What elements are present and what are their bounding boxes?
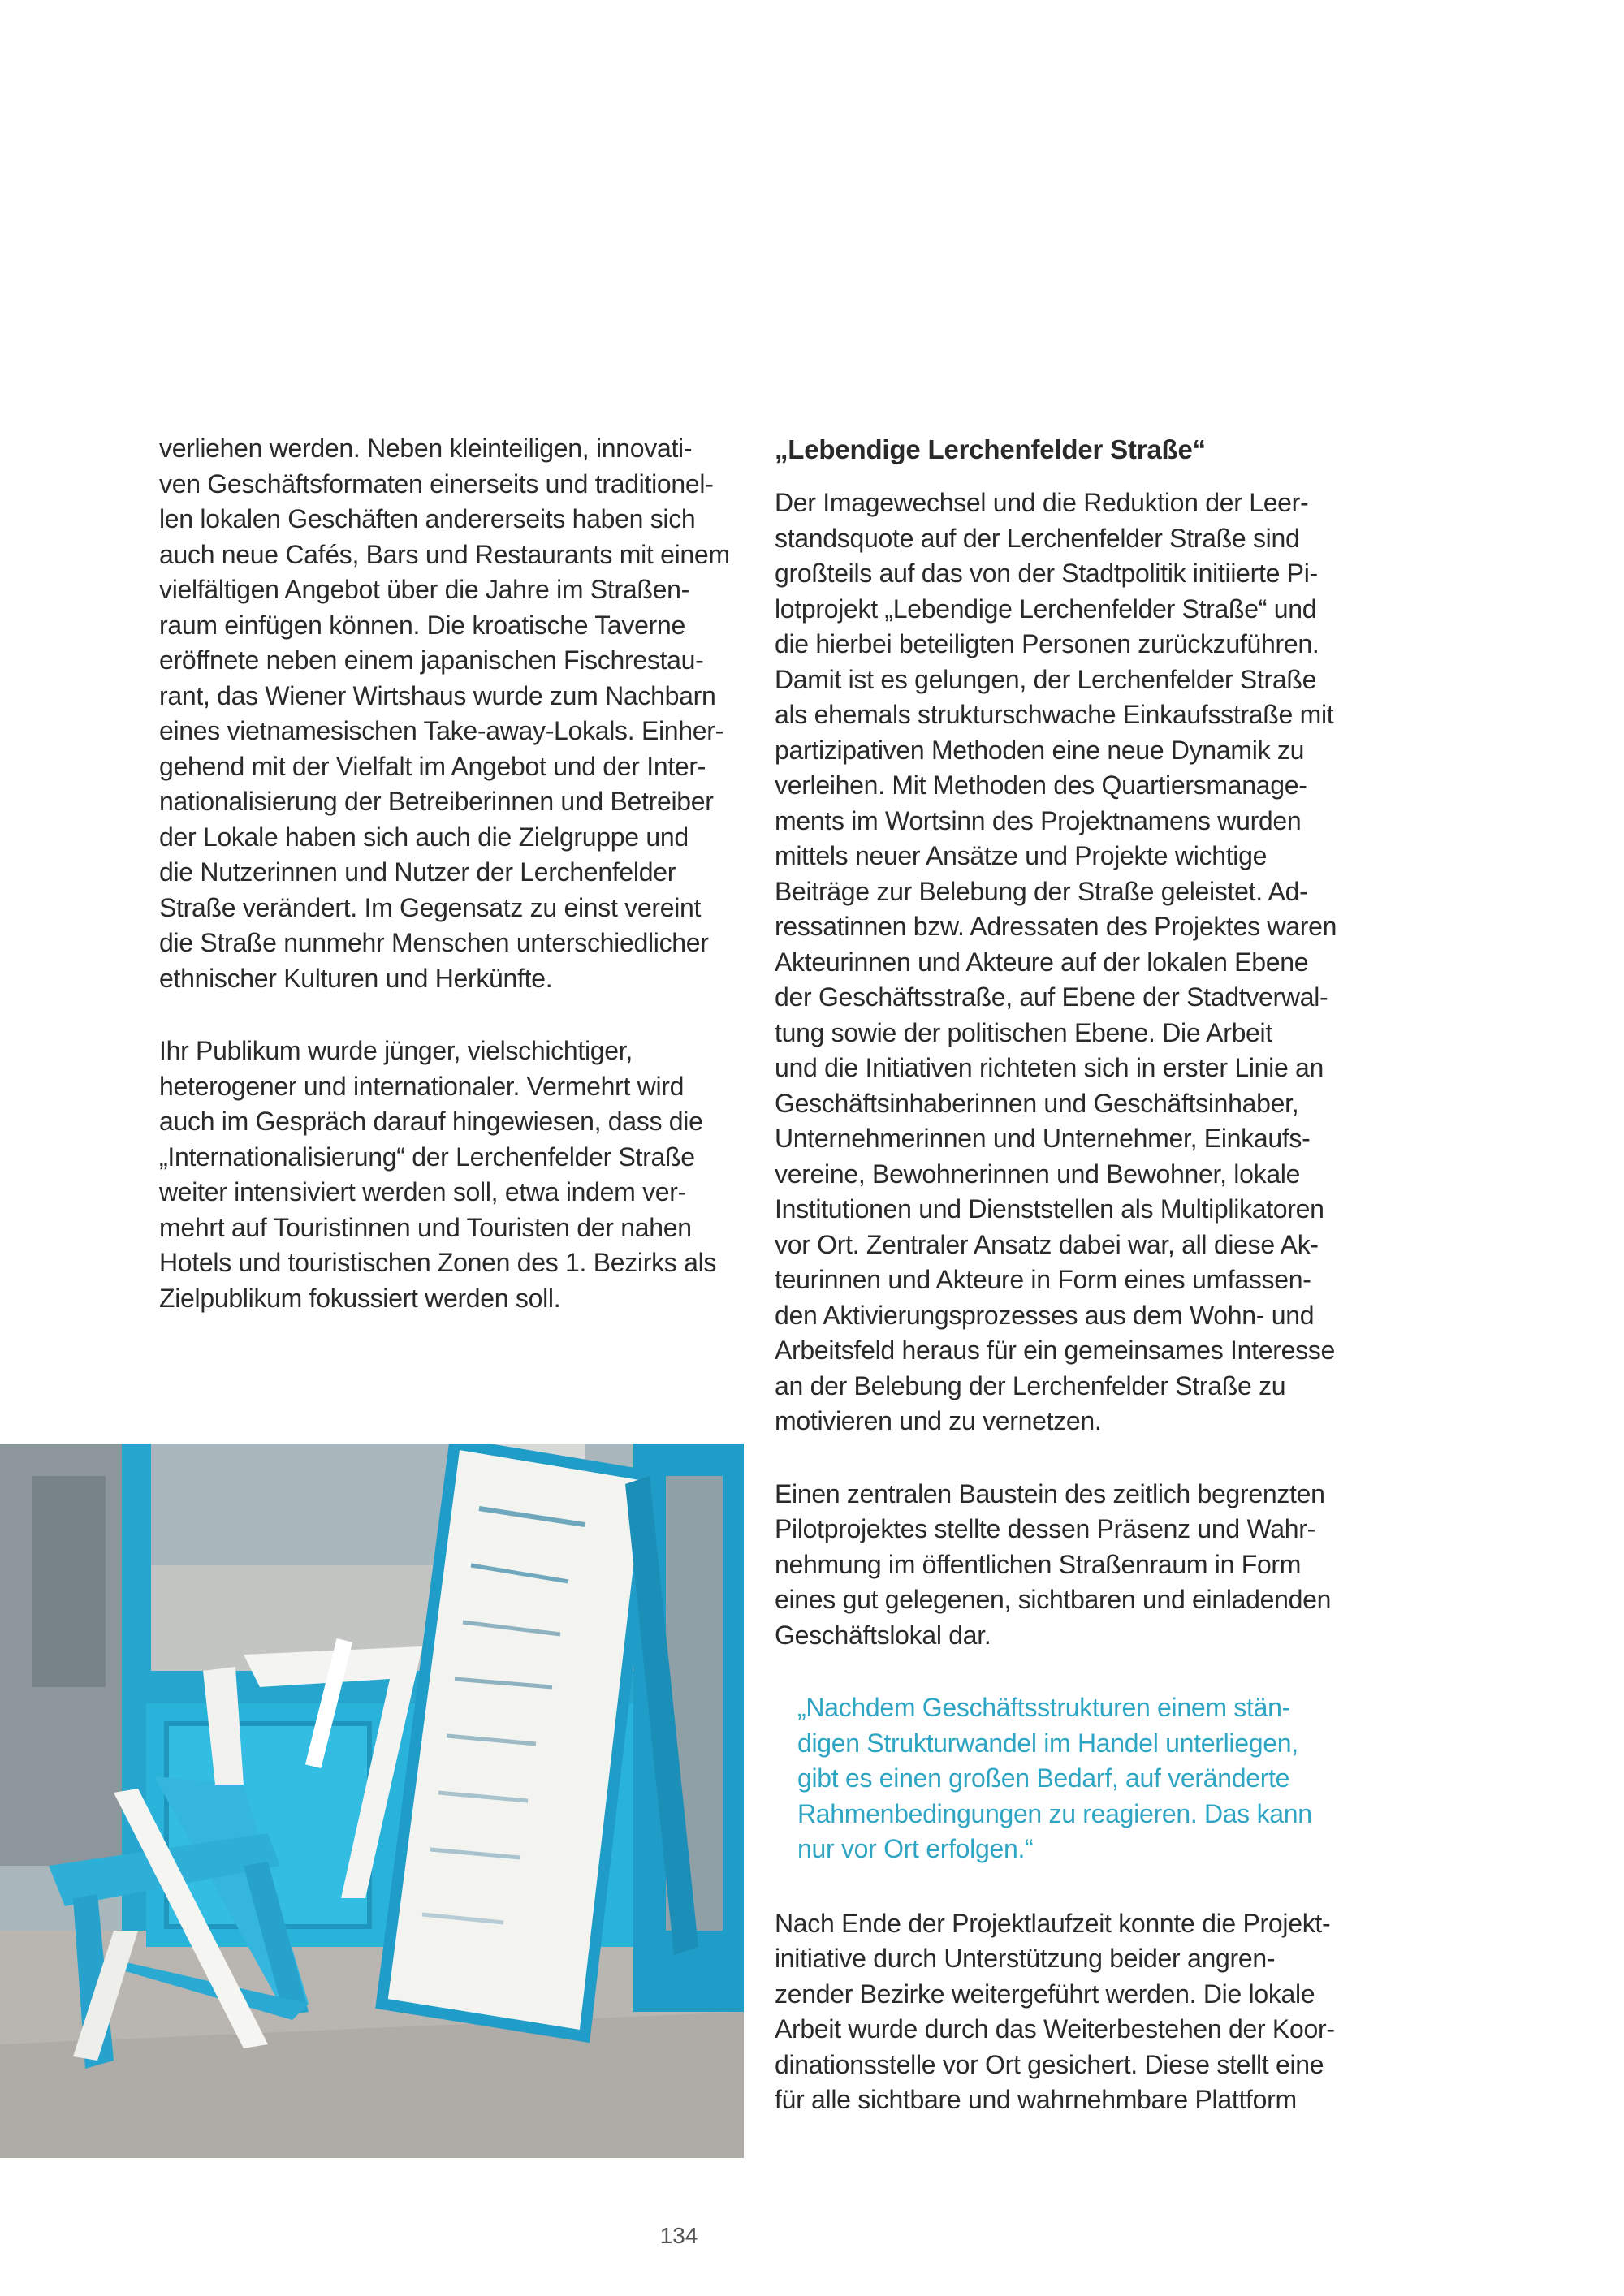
body-paragraph-4: Einen zentralen Baustein des zeitlich begrenzten Pilotprojektes stellte dessen Präsenz und Wahr- nehmung im öffentlichen Straßenraum in Form eines gut gelegenen, sichtbaren und einladenden Geschäftslokal dar.	[775, 1478, 1332, 1650]
body-paragraph-2: Ihr Publikum wurde jünger, vielschichtiger, heterogener und internationaler. Vermehrt wird auch im Gespräch darauf hingewiesen, dass die „Internationalisierung“ der Lerchenfelder Straße weiter intensiviert werden soll, etwa indem ver- mehrt auf Touristinnen und Touristen der nahen Hotels und touristischen Zonen des 1. Bezirks als Zielpublikum fokussiert werden soll.	[159, 1036, 717, 1313]
right-column	[775, 431, 1367, 2156]
storefront-photo	[0, 1444, 744, 2158]
section-heading: „Lebendige Lerchenfelder Straße“	[775, 434, 1206, 464]
page-number: 134	[659, 2223, 698, 2248]
pull-quote: „Nachdem Geschäftsstrukturen einem stän- digen Strukturwandel im Handel unterliegen, gibt es einen großen Bedarf, auf veränderte Rahmenbedingungen zu reagieren. Das kann nur vor Ort erfolgen.“	[797, 1693, 1312, 1863]
left-column	[159, 431, 752, 1353]
body-paragraph-5: Nach Ende der Projektlaufzeit konnte die Projekt- initiative durch Unterstützung beider angren- zender Bezirke weitergeführt werden. Die lokale Arbeit wurde durch das Weiterbestehen der Koor- dinationsstelle vor Ort gesichert. Diese stellt eine für alle sichtbare und wahrnehmbare Plattform	[775, 1908, 1335, 2114]
body-paragraph-1: verliehen werden. Neben kleinteiligen, innovati- ven Geschäftsformaten einerseits und traditionel- len lokalen Geschäften andererseits haben sich auch neue Cafés, Bars und Restaurants mit einem vielfältigen Angebot über die Jahre im Straßen- raum einfügen können. Die kroatische Taverne eröffnete neben einem japanischen Fischrestau- rant, das Wiener Wirtshaus wurde zum Nachbarn eines vietnamesischen Take-away-Lokals. Einher- gehend mit der Vielfalt im Angebot und der Inter- nationalisierung der Betreiberinnen und Betreiber der Lokale haben sich auch die Zielgruppe und die Nutzerinnen und Nutzer der Lerchenfelder Straße verändert. Im Gegensatz zu einst vereint die Straße nunmehr Menschen unterschiedlicher ethnischer Kulturen und Herkünfte.	[159, 434, 730, 993]
body-paragraph-3: Der Imagewechsel und die Reduktion der Leer- standsquote auf der Lerchenfelder Straße sind großteils auf das von der Stadtpolitik initiierte Pi- lotprojekt „Lebendige Lerchenfelder Straße“ und die hierbei beteiligten Personen zurückzuführen. Damit ist es gelungen, der Lerchenfelder Straße als ehemals strukturschwache Einkaufsstraße mit partizipativen Methoden eine neue Dynamik zu verleihen. Mit Methoden des Quartiersmanage- ments im Wortsinn des Projektnamens wurden mittels neuer Ansätze und Projekte wichtige Beiträge zur Belebung der Straße geleistet. Ad- ressatinnen bzw. Adressaten des Projektes waren Akteurinnen und Akteure auf der lokalen Ebene der Geschäftsstraße, auf Ebene der Stadtverwal- tung sowie der politischen Ebene. Die Arbeit und die Initiativen richteten sich in erster Linie an Geschäftsinhaberinnen und Geschäftsinhaber, Unternehmerinnen und Unternehmer, Einkaufs- vereine, Bewohnerinnen und Bewohner, lokale Institutionen und Dienststellen als Multiplikatoren vor Ort. Zentraler Ansatz dabei war, all diese Ak- teurinnen und Akteure in Form eines umfassen- den Aktivierungsprozesses aus dem Wohn- und Arbeitsfeld heraus für ein gemeinsames Interesse an der Belebung der Lerchenfelder Straße zu motivieren und zu vernetzen.	[775, 488, 1337, 1435]
